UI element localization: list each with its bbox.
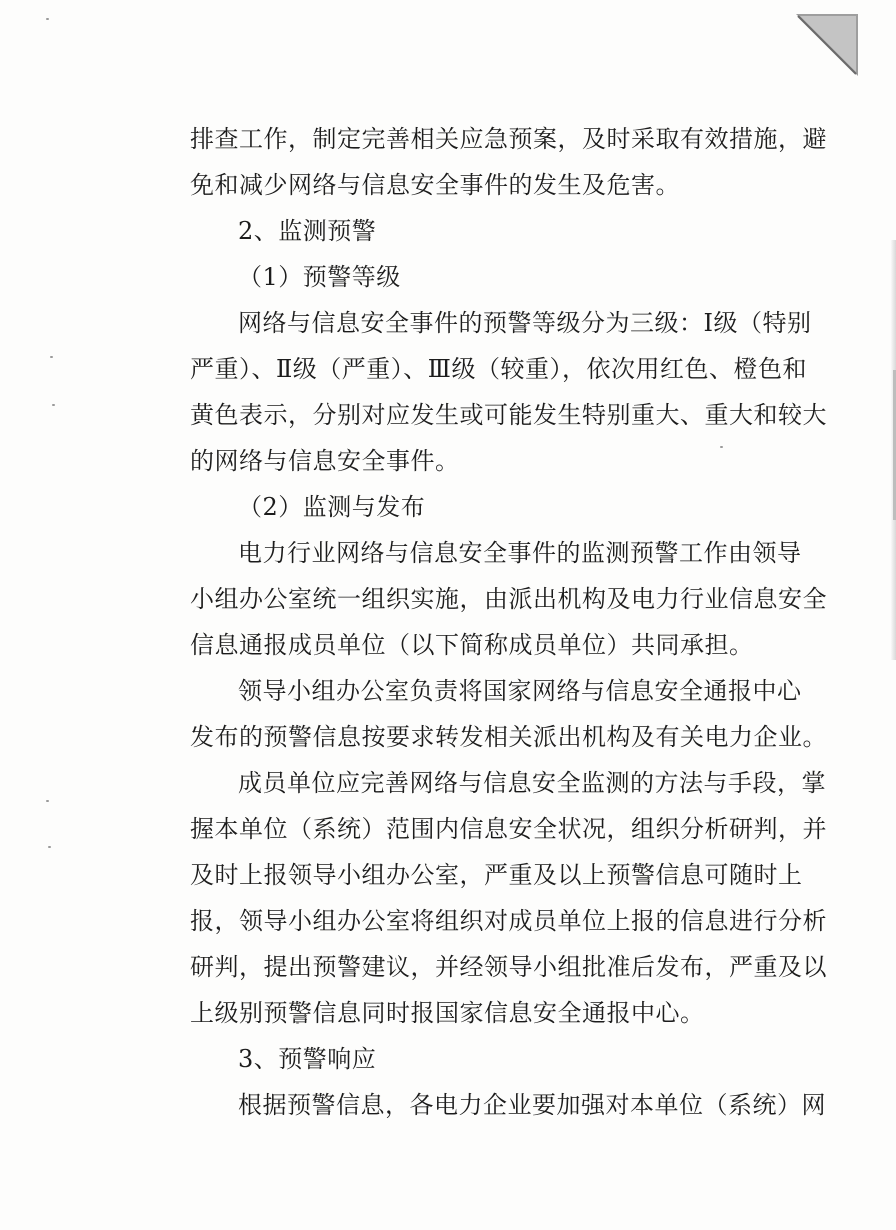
text-line: 小组办公室统一组织实施，由派出机构及电力行业信息安全 <box>190 585 827 613</box>
text-line: 黄色表示，分别对应发生或可能发生特别重大、重大和较大 <box>190 401 827 429</box>
text-line: 免和减少网络与信息安全事件的发生及危害。 <box>190 171 680 199</box>
text-line: 及时上报领导小组办公室，严重及以上预警信息可随时上 <box>190 861 803 889</box>
subsection-heading: （1）预警等级 <box>238 263 401 291</box>
text-line: 的网络与信息安全事件。 <box>190 447 460 475</box>
scan-speck <box>48 846 51 848</box>
text-line: 握本单位（系统）范围内信息安全状况，组织分析研判，并 <box>190 815 827 843</box>
text-line: 研判，提出预警建议，并经领导小组批准后发布，严重及以 <box>190 953 827 981</box>
section-heading: 2、监测预警 <box>238 217 377 245</box>
scan-speck <box>46 18 49 20</box>
text-line: 信息通报成员单位（以下简称成员单位）共同承担。 <box>190 631 754 659</box>
text-line: 发布的预警信息按要求转发相关派出机构及有关电力企业。 <box>190 723 827 751</box>
scan-speck <box>720 446 723 448</box>
text-line: 根据预警信息，各电力企业要加强对本单位（系统）网 <box>238 1091 826 1119</box>
text-line: 网络与信息安全事件的预警等级分为三级：Ⅰ级（特别 <box>238 309 812 337</box>
text-line: 电力行业网络与信息安全事件的监测预警工作由领导 <box>238 539 802 567</box>
text-line: 排查工作，制定完善相关应急预案，及时采取有效措施，避 <box>190 125 827 153</box>
folded-corner-icon <box>796 14 858 76</box>
text-line: 成员单位应完善网络与信息安全监测的方法与手段，掌 <box>238 769 826 797</box>
scan-speck <box>46 800 49 802</box>
text-line: 严重）、Ⅱ级（严重）、Ⅲ级（较重），依次用红色、橙色和 <box>190 355 807 383</box>
scan-speck <box>52 404 55 406</box>
text-line: 上级别预警信息同时报国家信息安全通报中心。 <box>190 999 705 1027</box>
section-heading: 3、预警响应 <box>238 1045 377 1073</box>
scan-speck <box>50 356 53 358</box>
subsection-heading: （2）监测与发布 <box>238 493 426 521</box>
text-line: 领导小组办公室负责将国家网络与信息安全通报中心 <box>238 677 802 705</box>
text-line: 报，领导小组办公室将组织对成员单位上报的信息进行分析 <box>190 907 827 935</box>
